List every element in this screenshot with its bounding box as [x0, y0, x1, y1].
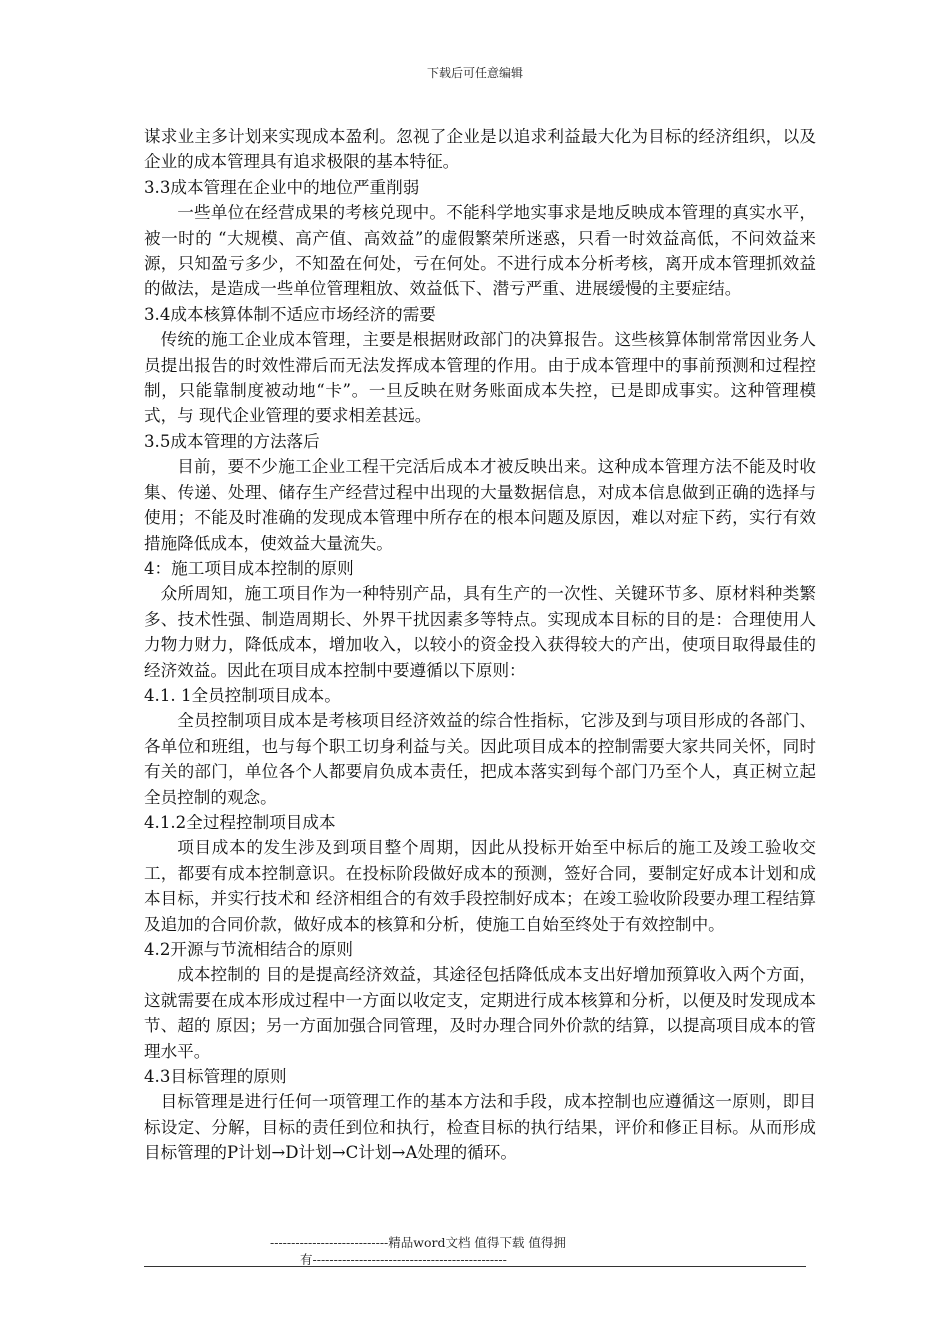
section-heading: 3.5成本管理的方法落后 — [144, 431, 320, 451]
paragraph: 全员控制项目成本是考核项目经济效益的综合性指标，它涉及到与项目形成的各部门、各单位和班组，也与每个职工切身利益与关。因此项目成本的控制需要大家共同关怀，同时有关的部门，单位各个人都要肩负成本责任，把成本落实到每个部门乃至个人，真正树立起全员控制的观念。 — [144, 711, 816, 807]
footer-text-line1: ----------------------------精品word文档 值得下载 值得拥 — [270, 1235, 566, 1250]
paragraph: 成本控制的 目的是提高经济效益，其途径包括降低成本支出好增加预算收入两个方面，这就需要在成本形成过程中一方面以收定支，定期进行成本核算和分析，以便及时发现成本节、超的 原因；另一方面加强合同管理，及时办理合同外价款的结算，以提高项目成本的管理水平。 — [144, 965, 816, 1061]
paragraph: 目前，要不少施工企业工程干完活后成本才被反映出来。这种成本管理方法不能及时收集、传递、处理、储存生产经营过程中出现的大量数据信息，对成本信息做到正确的选择与使用；不能及时准确的发现成本管理中所存在的根本问题及原因，难以对症下药，实行有效措施降低成本，使效益大量流失。 — [144, 457, 816, 553]
section-heading: 4.3目标管理的原则 — [144, 1067, 287, 1087]
section-heading: 4.1.2全过程控制项目成本 — [144, 812, 336, 832]
document-body — [144, 124, 816, 1166]
section-heading: 4：施工项目成本控制的原则 — [144, 558, 354, 578]
paragraph: 目标管理是进行任何一项管理工作的基本方法和手段，成本控制也应遵循这一原则，即目标设定、分解，目标的责任到位和执行，检查目标的执行结果，评价和修正目标。从而形成目标管理的P计划→D计划→C计划→A处理的循环。 — [144, 1092, 816, 1163]
paragraph: 众所周知，施工项目作为一种特别产品，具有生产的一次性、关键环节多、原材料种类繁多、技术性强、制造周期长、外界干扰因素多等特点。实现成本目标的目的是：合理使用人力物力财力，降低成本，增加收入，以较小的资金投入获得较大的产出，使项目取得最佳的 经济效益。因此在项目成本控制中要遵循以下原则： — [144, 584, 816, 680]
footer-divider — [144, 1266, 806, 1267]
section-heading: 3.3成本管理在企业中的地位严重削弱 — [144, 177, 420, 197]
paragraph: 一些单位在经营成果的考核兑现中。不能科学地实事求是地反映成本管理的真实水平，被一时的 “大规模、高产值、高效益”的虚假繁荣所迷惑，只看一时效益高低，不问效益来源，只知盈亏多少，不知盈在何处，亏在何处。不进行成本分析考核，离开成本管理抓效益的做法，是造成一些单位管理粗放、效益低下、潜亏严重、进展缓慢的主要症结。 — [144, 203, 816, 299]
paragraph: 项目成本的发生涉及到项目整个周期，因此从投标开始至中标后的施工及竣工验收交工，都要有成本控制意识。在投标阶段做好成本的预测，签好合同，要制定好成本计划和成本目标，并实行技术和 经济相组合的有效手段控制好成本；在竣工验收阶段要办理工程结算及追加的合同价款，做好成本的核算和分析，使施工自始至终处于有效控制中。 — [144, 838, 816, 934]
section-heading: 3.4成本核算体制不适应市场经济的需要 — [144, 304, 436, 324]
section-heading: 4.1. 1全员控制项目成本。 — [144, 685, 341, 705]
paragraph: 谋求业主多计划来实现成本盈利。忽视了企业是以追求利益最大化为目标的经济组织，以及企业的成本管理具有追求极限的基本特征。 — [144, 127, 816, 172]
page-header: 下载后可任意编辑 — [426, 66, 523, 80]
footer-text-line2: 有---------------------------------------------- — [300, 1252, 507, 1267]
paragraph: 传统的施工企业成本管理，主要是根据财政部门的决算报告。这些核算体制常常因业务人员提出报告的时效性滞后而无法发挥成本管理的作用。由于成本管理中的事前预测和过程控制，只能靠制度被动地“卡”。一旦反映在财务账面成本失控，已是即成事实。这种管理模式，与 现代企业管理的要求相差甚远。 — [144, 330, 816, 426]
section-heading: 4.2开源与节流相结合的原则 — [144, 940, 353, 959]
